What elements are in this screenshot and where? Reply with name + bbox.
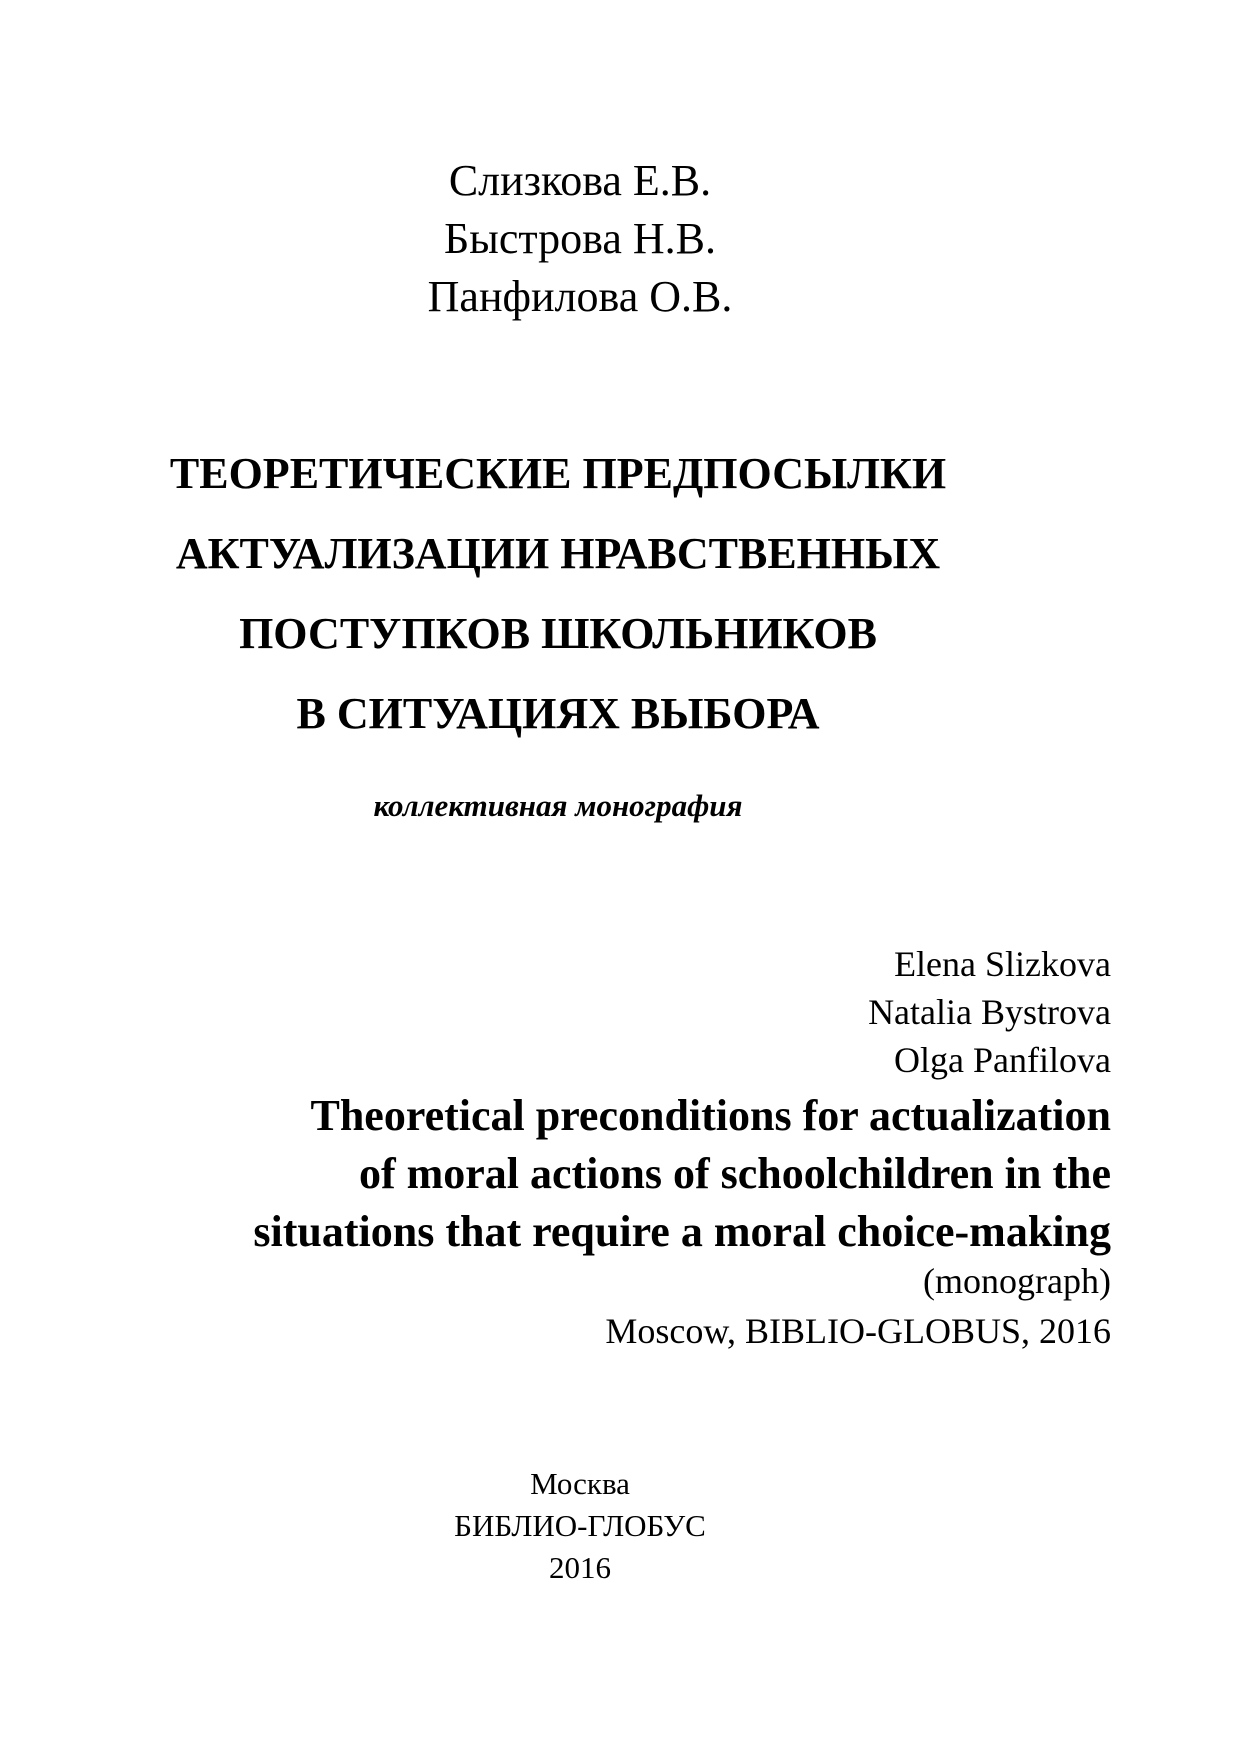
- monograph-label-en: (monograph): [923, 1261, 1111, 1301]
- imprint-en: Moscow, BIBLIO-GLOBUS, 2016: [605, 1311, 1111, 1351]
- authors-ru: [0, 152, 1160, 326]
- title-en-line-2: of moral actions of schoolchildren in the: [358, 1149, 1111, 1198]
- author-en-1: Elena Slizkova: [894, 944, 1111, 984]
- title-ru-line-4: В СИТУАЦИЯХ ВЫБОРА: [296, 689, 820, 738]
- title-en-line-1: Theoretical preconditions for actualization: [310, 1091, 1111, 1140]
- title-en-line-3: situations that require a moral choice-making: [253, 1207, 1111, 1256]
- author-ru-1: Слизкова Е.В.: [448, 156, 712, 205]
- author-en-3: Olga Panfilova: [894, 1040, 1111, 1080]
- title-ru-line-2: АКТУАЛИЗАЦИИ НРАВСТВЕННЫХ: [175, 529, 941, 578]
- imprint-ru: [0, 1463, 1160, 1589]
- title-en: [91, 1087, 1111, 1261]
- imprint-year: 2016: [549, 1550, 611, 1585]
- subtitle-ru: коллективная монография: [373, 788, 743, 823]
- title-ru-line-1: ТЕОРЕТИЧЕСКИЕ ПРЕДПОСЫЛКИ: [169, 449, 947, 498]
- author-ru-3: Панфилова О.В.: [427, 272, 733, 321]
- author-ru-2: Быстрова Н.В.: [444, 214, 716, 263]
- title-ru: [0, 434, 1116, 754]
- authors-en: [868, 940, 1111, 1084]
- author-en-2: Natalia Bystrova: [868, 992, 1111, 1032]
- imprint-city: Москва: [530, 1466, 630, 1501]
- imprint-publisher: БИБЛИО-ГЛОБУС: [454, 1508, 706, 1543]
- title-ru-line-3: ПОСТУПКОВ ШКОЛЬНИКОВ: [239, 609, 877, 658]
